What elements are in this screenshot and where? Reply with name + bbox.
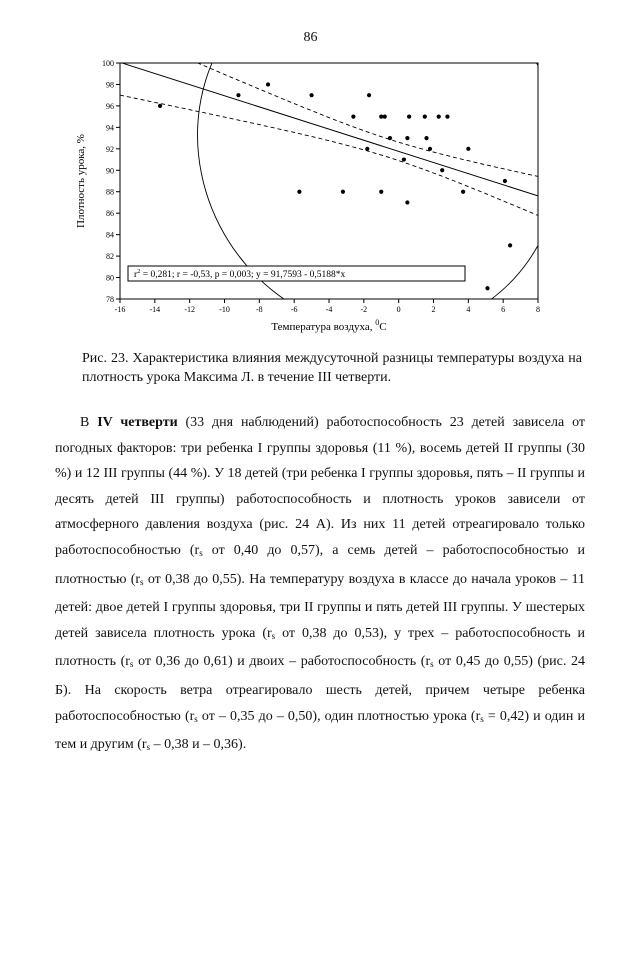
data-point: [266, 82, 270, 86]
data-point: [424, 136, 428, 140]
y-tick-label: 100: [102, 59, 114, 68]
page-number: 86: [303, 30, 318, 45]
y-tick-label: 82: [106, 252, 114, 262]
x-tick-label: -14: [149, 305, 161, 314]
paragraph-iv-quarter: В IV четверти (33 дня наблюдений) работоспособность 23 детей зависела от погодных факторов: три ребенка I группы здоровья (11 %), восемь детей II группы (30 %) и 12 III группы (44 %). У 18 детей (три ребенка I группы здоровья, пять – II группы и десять детей III группы) работоспособность и плотность уроков зависели от атмосферного давления воздуха (рис. 24 А). Из них 11 детей отреагировало только работоспособностью ($r_s$ от 0,40 до 0,57), а семь детей – работоспособностью и плотностью ($r_s$ от 0,38 до 0,55). На температуру воздуха в классе до начала уроков – 11 детей: двое детей I группы здоровья, три II группы и пять детей III группы. У шестерых детей зависела плотность урока ($r_s$ от 0,38 до 0,53), у трех – работоспособность и плотность ($r_s$ от 0,36 до 0,61) и двоих – работоспособность ($r_s$ от 0,45 до 0,55) (рис. 24 Б). На скорость ветра отреагировало шесть детей, причем четыре ребенка работоспособностью ($r_s$ от – 0,35 до – 0,50), один плотностью урока $(r_s = 0,42)$ и один и тем и другим ($r_s - 0,38$ и – 0,36).: [55, 415, 586, 753]
data-point: [367, 93, 371, 97]
data-points: [158, 82, 512, 290]
x-tick-label: 4: [466, 305, 471, 314]
y-tick-label: 96: [106, 101, 114, 111]
x-tick-label: -16: [114, 305, 126, 314]
data-point: [508, 243, 512, 247]
x-tick-label: -6: [290, 305, 298, 314]
scatter-chart: [70, 50, 550, 350]
data-point: [423, 115, 427, 119]
x-tick-label: -10: [219, 305, 230, 314]
y-tick-label: 86: [106, 209, 114, 219]
bold-phrase: IV четверти: [97, 415, 178, 430]
data-point: [407, 115, 411, 119]
data-point: [405, 136, 409, 140]
x-axis-label: Температура воздуха, $^0$C: [271, 318, 387, 333]
confidence-band-lower: [120, 95, 538, 215]
y-tick-label: 78: [106, 295, 114, 304]
y-tick-label: 98: [106, 80, 114, 90]
data-point: [503, 179, 507, 183]
figure-caption: Рис. 23. Характеристика влияния междусуточной разницы температуры воздуха на плотность урока Максима Л. в течение III четверти.: [82, 351, 582, 385]
plot-frame: [120, 63, 538, 299]
data-point: [485, 286, 489, 290]
data-point: [428, 147, 432, 151]
data-point: [461, 190, 465, 194]
scatter-figure: [70, 50, 550, 350]
x-tick-label: -12: [184, 305, 196, 314]
x-tick-label: 2: [431, 305, 436, 314]
y-tick-label: 84: [106, 230, 114, 240]
data-point: [466, 147, 470, 151]
data-point: [440, 168, 444, 172]
x-tick-label: -8: [255, 305, 263, 314]
regression-annotation: $r^2 = 0,281$; r = -0,53, p = 0,003; y = 91,7593 - 0,5188*x: [134, 268, 346, 280]
data-point: [402, 157, 406, 161]
data-point: [383, 115, 387, 119]
data-point: [158, 104, 162, 108]
y-tick-label: 88: [106, 187, 114, 197]
y-axis-label: Плотность урока, %: [75, 134, 87, 228]
y-tick-label: 94: [106, 123, 114, 133]
data-point: [341, 190, 345, 194]
regression-line: [120, 62, 538, 196]
data-point: [445, 115, 449, 119]
x-tick-label: 6: [501, 305, 506, 314]
data-point: [437, 115, 441, 119]
data-point: [297, 190, 301, 194]
x-tick-label: 8: [536, 305, 540, 314]
confidence-band-upper: [120, 50, 538, 176]
data-point: [405, 200, 409, 204]
data-point: [351, 115, 355, 119]
body-paragraph: [55, 410, 585, 761]
data-point: [388, 136, 392, 140]
y-tick-label: 90: [106, 166, 114, 176]
y-tick-label: 92: [106, 144, 114, 154]
data-point: [365, 147, 369, 151]
x-tick-label: 0: [396, 305, 401, 314]
y-tick-label: 80: [106, 273, 114, 283]
x-tick-label: -4: [325, 305, 333, 314]
data-point: [379, 190, 383, 194]
data-point: [236, 93, 240, 97]
data-point: [309, 93, 313, 97]
x-tick-label: -2: [360, 305, 368, 314]
